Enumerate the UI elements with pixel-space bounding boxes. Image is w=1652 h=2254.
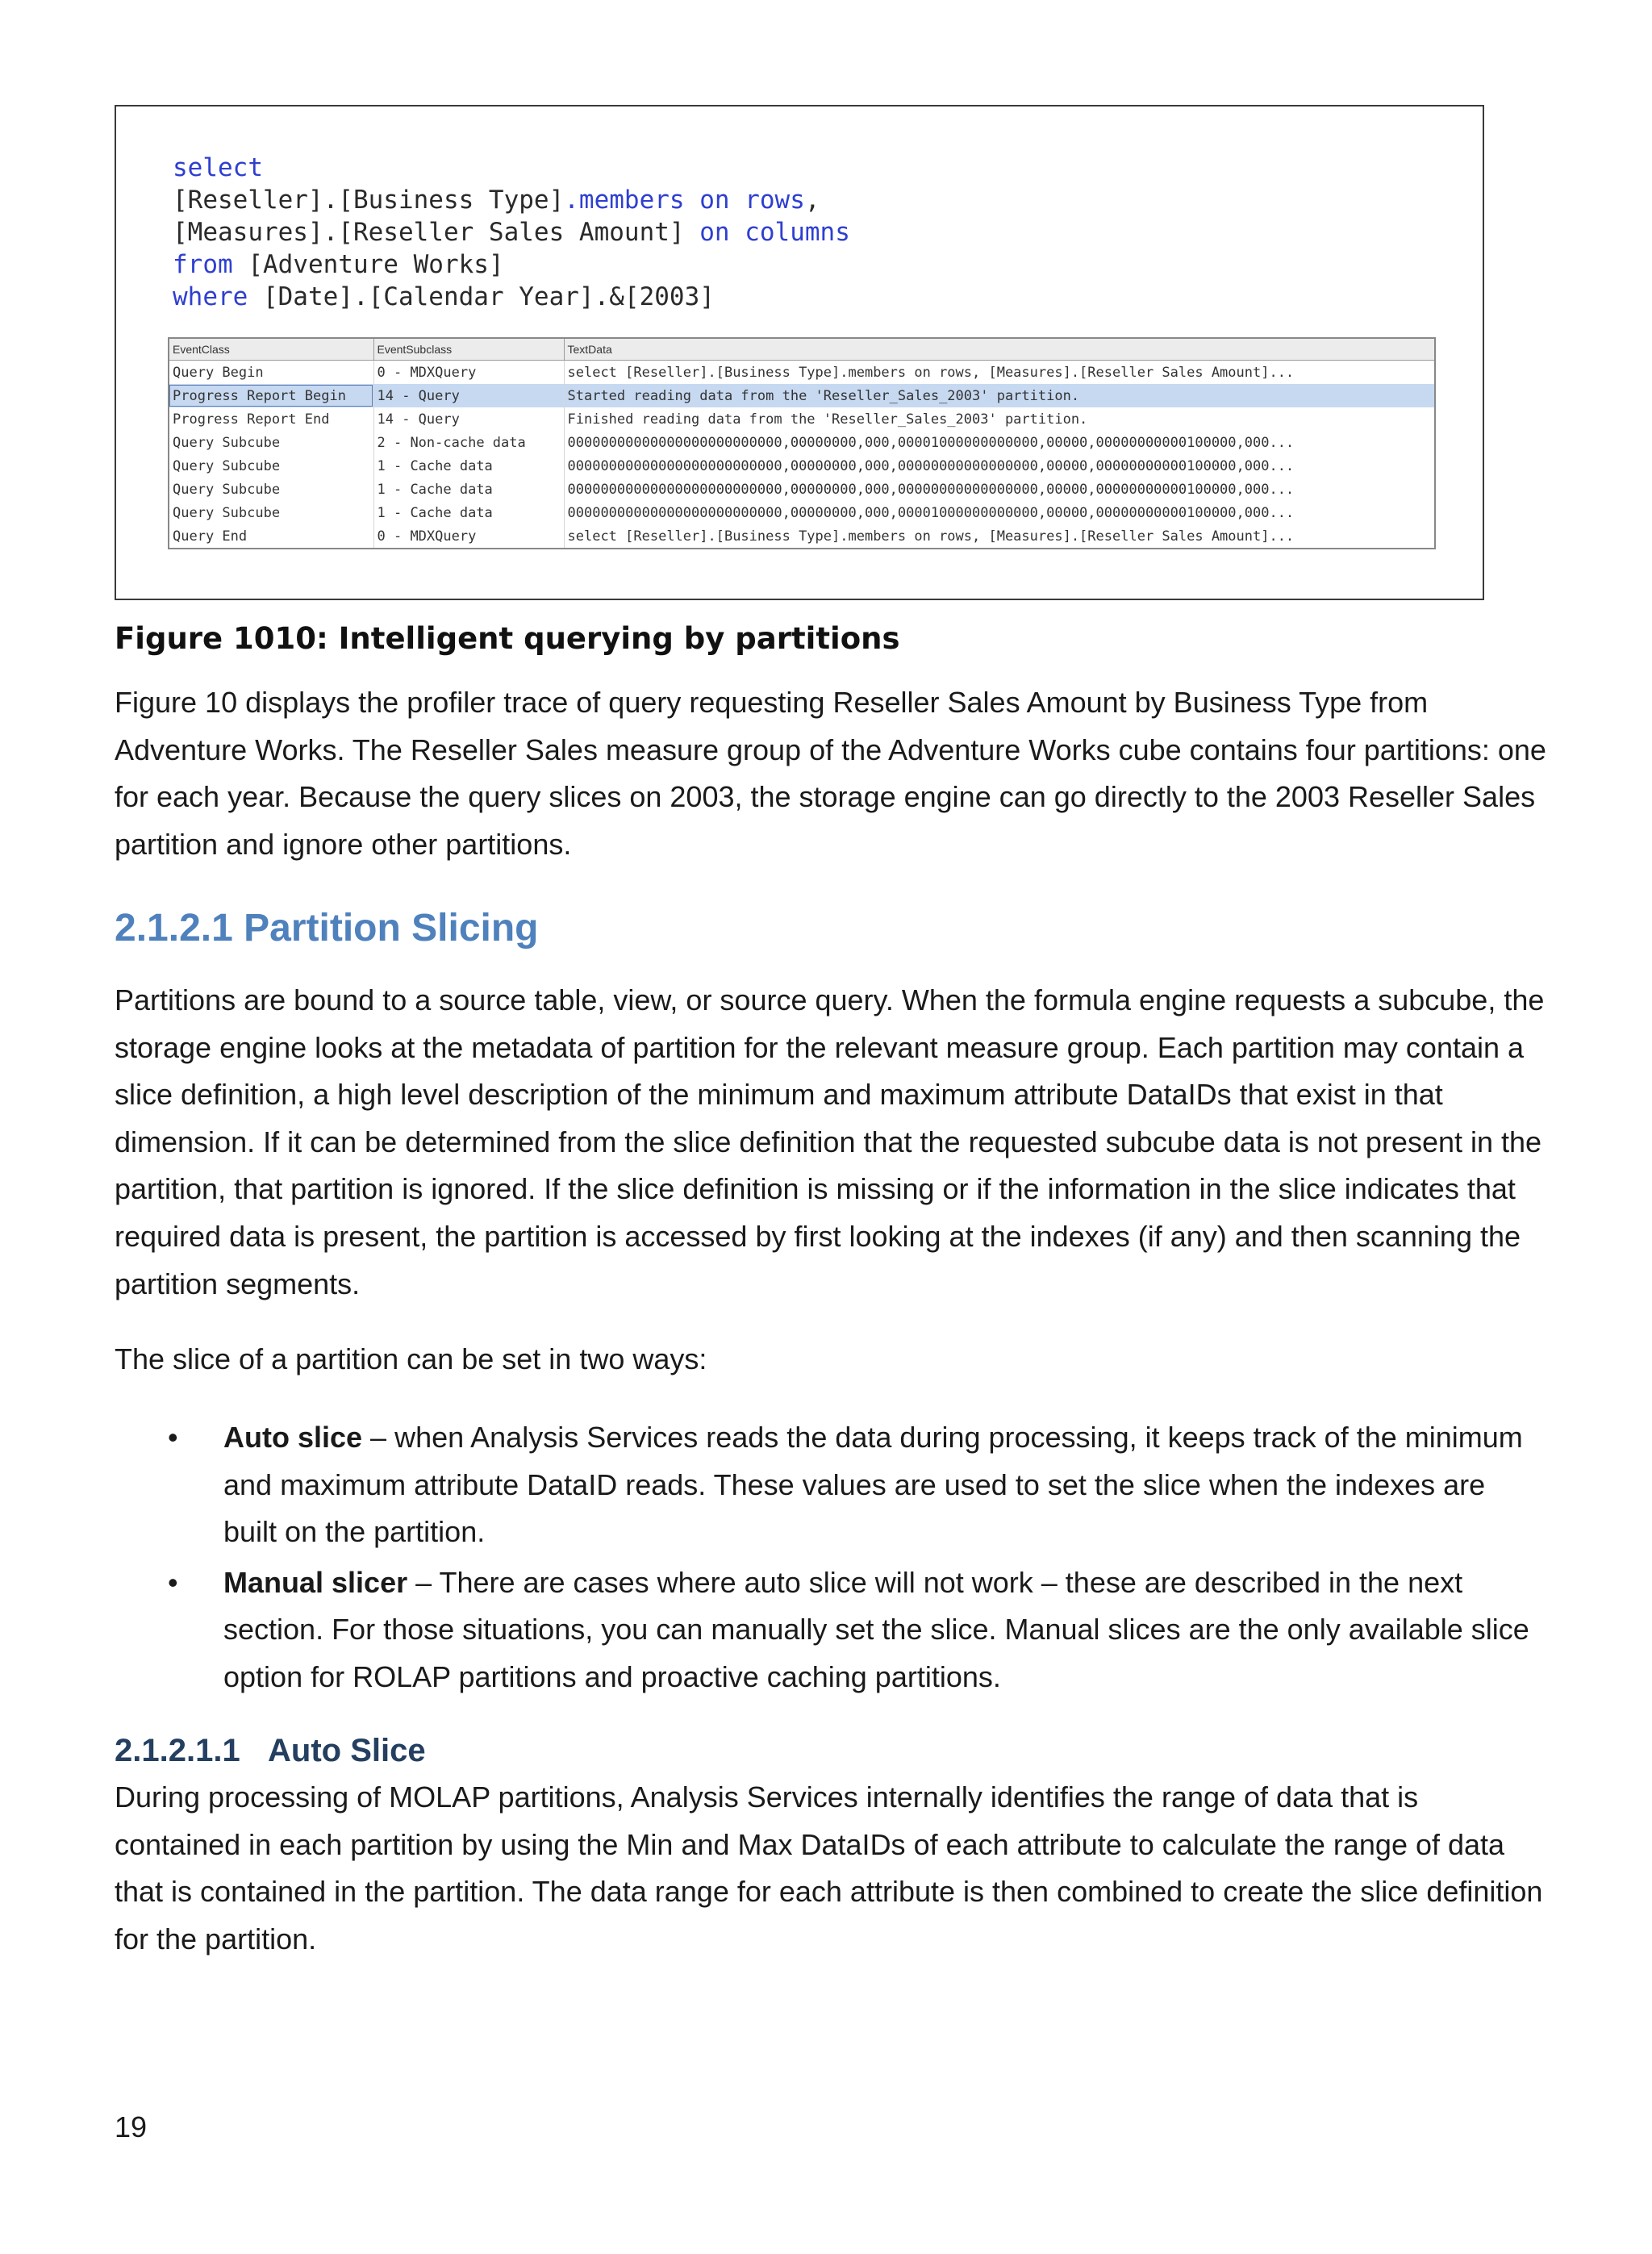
trace-cell-eventclass: Progress Report End <box>169 407 373 431</box>
bullet-text: – There are cases where auto slice will not work – these are described in the next section. For those situations, you can manually set the slice. Manual slices are the only available slice option for ROLAP partitions and proactive caching partitions. <box>223 1565 1529 1693</box>
trace-cell-textdata: 00000000000000000000000000,00000000,000,00000000000000000,00000,00000000000100000,000... <box>564 454 1435 478</box>
subsection-heading <box>115 1733 426 1769</box>
trace-cell-eventsubclass: 14 - Query <box>373 384 564 407</box>
code-line <box>173 216 850 248</box>
table-row[interactable] <box>169 431 1435 454</box>
code-keyword: .members on rows <box>564 186 805 215</box>
code-line <box>173 152 850 184</box>
bullet-term: Auto slice <box>223 1421 363 1454</box>
trace-cell-textdata: select [Reseller].[Business Type].members on rows, [Measures].[Reseller Sales Amount]... <box>564 361 1435 385</box>
trace-cell-eventclass: Query Begin <box>169 361 373 385</box>
trace-cell-textdata: Finished reading data from the 'Reseller_Sales_2003' partition. <box>564 407 1435 431</box>
code-keyword: where <box>173 282 263 311</box>
code-line <box>173 248 850 281</box>
table-row[interactable] <box>169 524 1435 549</box>
trace-cell-eventsubclass: 14 - Query <box>373 407 564 431</box>
trace-cell-eventsubclass: 1 - Cache data <box>373 501 564 524</box>
trace-cell-eventclass: Query Subcube <box>169 431 373 454</box>
table-row[interactable] <box>169 454 1435 478</box>
section-paragraph-2: The slice of a partition can be set in two ways: <box>115 1342 707 1375</box>
table-row[interactable] <box>169 501 1435 524</box>
slice-methods-list <box>115 1414 1546 1705</box>
trace-header-row <box>169 338 1435 361</box>
bullet-text: – when Analysis Services reads the data during processing, it keeps track of the minimum and maximum attribute DataID reads. These values are used to set the slice when the indexes are built on the partition. <box>223 1421 1523 1549</box>
code-token: [Reseller].[Business Type] <box>173 186 565 215</box>
profiler-trace-table <box>168 337 1436 549</box>
trace-cell-eventclass: Progress Report Begin <box>169 384 373 407</box>
table-row[interactable] <box>169 384 1435 407</box>
trace-cell-eventsubclass: 2 - Non-cache data <box>373 431 564 454</box>
subsection-number: 2.1.2.1.1 <box>115 1733 240 1768</box>
trace-header-eventsubclass: EventSubclass <box>373 338 564 361</box>
code-token: [Measures].[Reseller Sales Amount] <box>173 218 700 247</box>
section-heading: 2.1.2.1 Partition Slicing <box>115 907 539 950</box>
trace-cell-textdata: Started reading data from the 'Reseller_Sales_2003' partition. <box>564 384 1435 407</box>
trace-cell-eventsubclass: 0 - MDXQuery <box>373 361 564 385</box>
bullet-term: Manual slicer <box>223 1565 408 1599</box>
trace-cell-textdata: 00000000000000000000000000,00000000,000,00001000000000000,00000,00000000000100000,000... <box>564 431 1435 454</box>
subsection-paragraph: During processing of MOLAP partitions, Analysis Services internally identifies the range of data that is contained in each partition by using the Min and Max DataIDs of each attribute to calculate the range of data that is contained in the partition. The data range for each attribute is then combined to create the slice definition for the partition. <box>115 1780 1543 1956</box>
code-keyword: from <box>173 250 248 279</box>
intro-paragraph: Figure 10 displays the profiler trace of query requesting Reseller Sales Amount by Business Type from Adventure Works. The Reseller Sales measure group of the Adventure Works cube contains four partitions: one for each year. Because the query slices on 2003, the storage engine can go directly to the 2003 Reseller Sales partition and ignore other partitions. <box>115 686 1546 861</box>
list-item <box>115 1559 1546 1701</box>
trace-cell-eventsubclass: 0 - MDXQuery <box>373 524 564 549</box>
trace-cell-textdata: 00000000000000000000000000,00000000,000,00000000000000000,00000,00000000000100000,000... <box>564 478 1435 501</box>
code-keyword: select <box>173 153 263 182</box>
code-keyword: on columns <box>699 218 850 247</box>
list-item <box>115 1414 1546 1556</box>
trace-cell-eventclass: Query Subcube <box>169 501 373 524</box>
trace-cell-eventclass: Query Subcube <box>169 478 373 501</box>
trace-cell-eventclass: Query End <box>169 524 373 549</box>
bullet-icon: • <box>168 1421 178 1454</box>
subsection-title: Auto Slice <box>268 1733 426 1768</box>
figure-screenshot <box>115 105 1484 600</box>
section-paragraph-1: Partitions are bound to a source table, view, or source query. When the formula engine requests a subcube, the storage engine looks at the metadata of partition for the relevant measure group. Each partition may contain a slice definition, a high level description of the minimum and maximum attribute DataIDs that exist in that dimension. If it can be determined from the slice definition that the requested subcube data is not present in the partition, that partition is ignored. If the slice definition is missing or if the information in the slice indicates that required data is present, the partition is accessed by first looking at the indexes (if any) and then scanning the partition segments. <box>115 983 1545 1300</box>
trace-cell-eventsubclass: 1 - Cache data <box>373 478 564 501</box>
trace-cell-eventclass: Query Subcube <box>169 454 373 478</box>
mdx-query-code <box>173 152 850 313</box>
trace-cell-textdata: 00000000000000000000000000,00000000,000,00001000000000000,00000,00000000000100000,000... <box>564 501 1435 524</box>
bullet-icon: • <box>168 1565 178 1599</box>
figure-caption: Figure 1010: Intelligent querying by partitions <box>115 621 900 656</box>
code-line <box>173 281 850 313</box>
table-row[interactable] <box>169 478 1435 501</box>
code-token: [Adventure Works] <box>248 250 504 279</box>
trace-cell-textdata: select [Reseller].[Business Type].members on rows, [Measures].[Reseller Sales Amount]... <box>564 524 1435 549</box>
trace-header-eventclass: EventClass <box>169 338 373 361</box>
trace-header-textdata: TextData <box>564 338 1435 361</box>
page-number: 19 <box>115 2110 148 2143</box>
trace-cell-eventsubclass: 1 - Cache data <box>373 454 564 478</box>
code-line <box>173 184 850 216</box>
code-token: , <box>804 186 820 215</box>
table-row[interactable] <box>169 407 1435 431</box>
table-row[interactable] <box>169 361 1435 385</box>
code-token: [Date].[Calendar Year].&[2003] <box>262 282 715 311</box>
